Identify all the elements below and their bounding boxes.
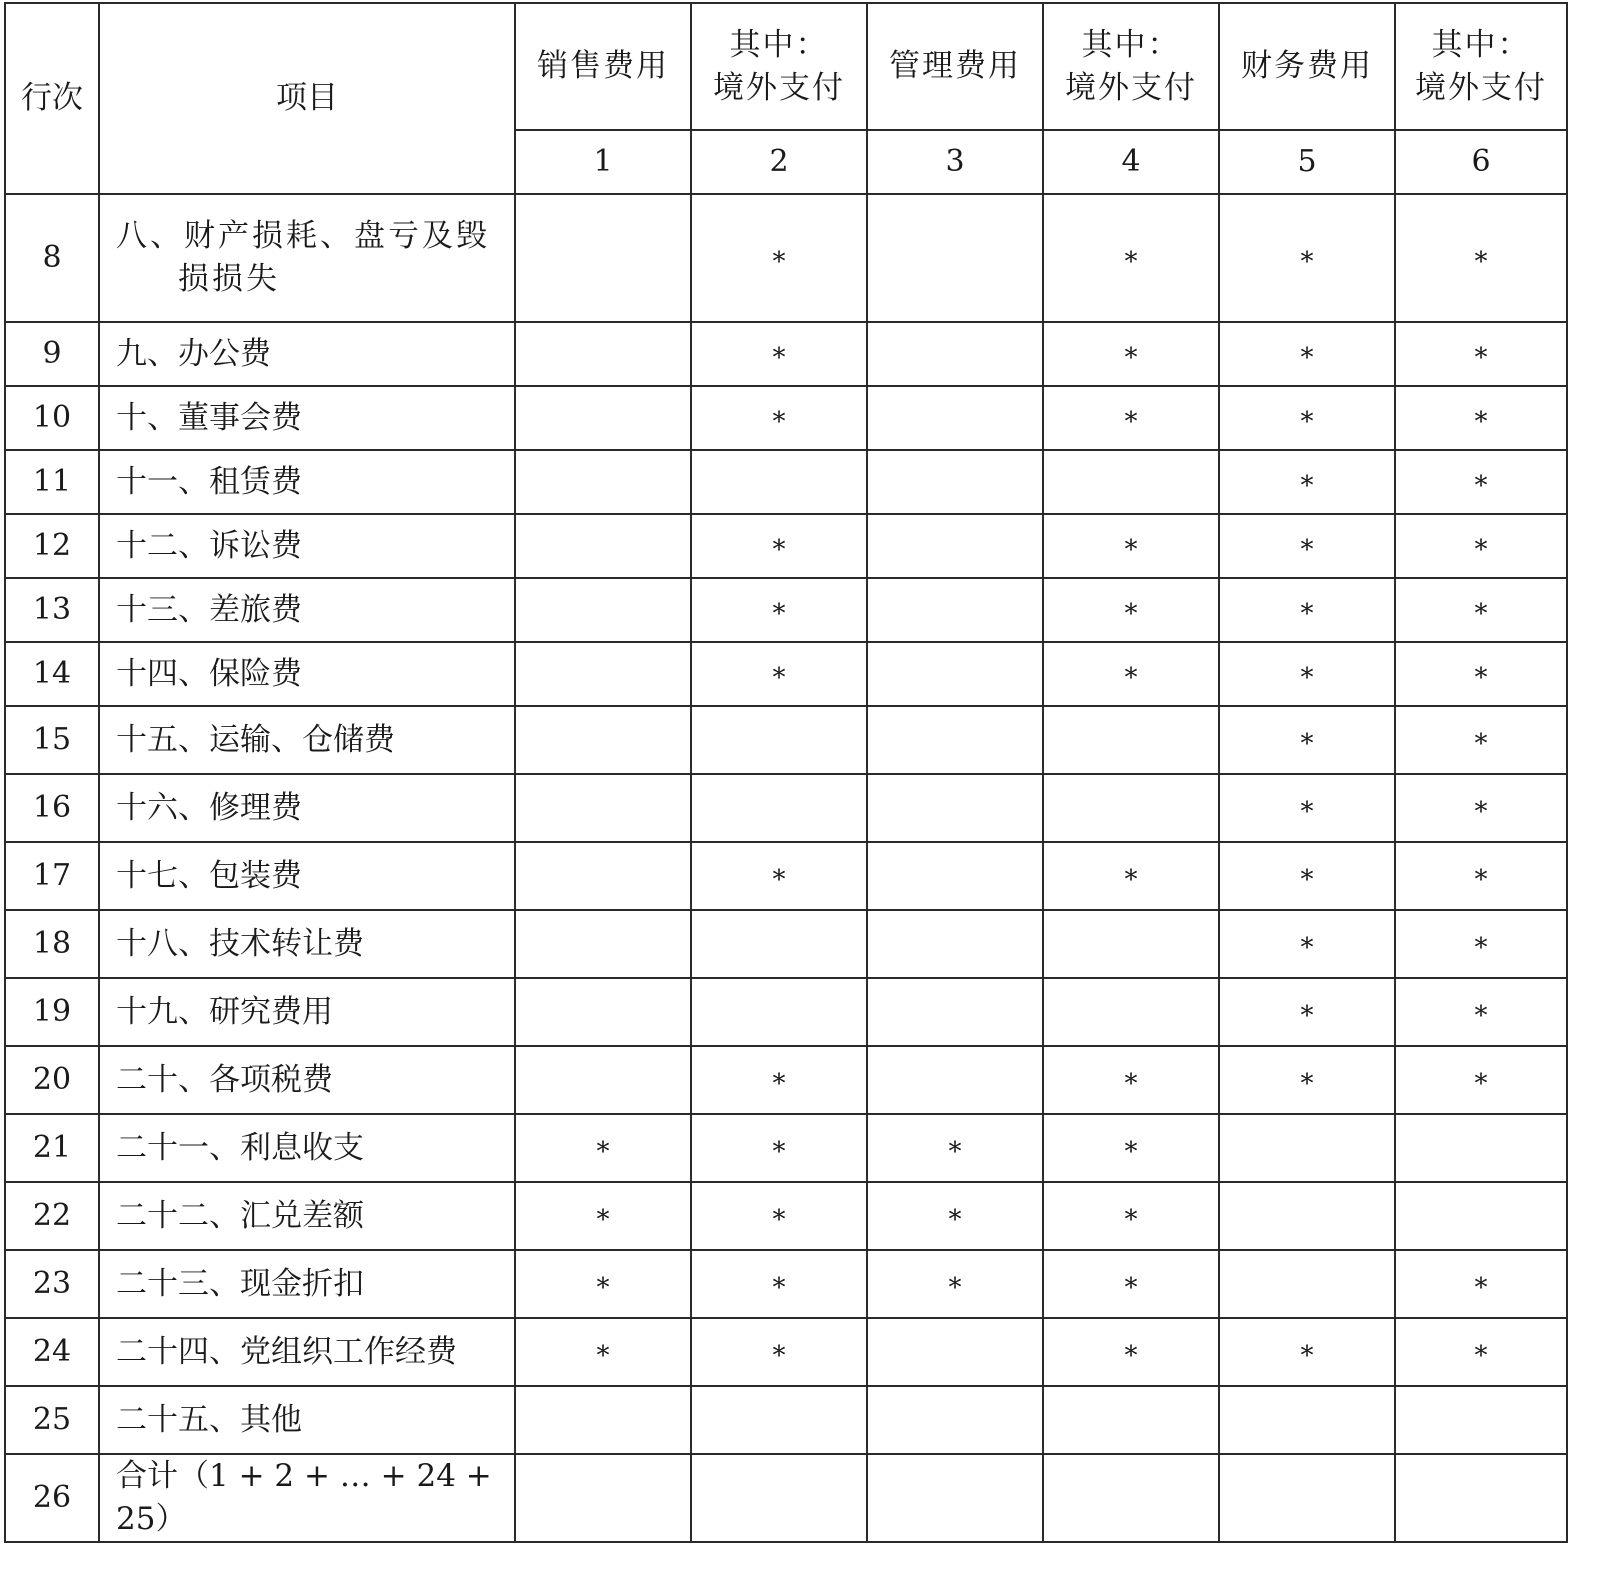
table-body xyxy=(5,3,1567,1542)
row-cell-col-4 xyxy=(1043,578,1219,642)
row-cell-col-6 xyxy=(1395,194,1567,322)
row-item: 十八、技术转让费 xyxy=(99,910,515,978)
table-row xyxy=(5,978,1567,1046)
row-cell-col-5 xyxy=(1219,322,1395,386)
header-col-2-line2: 境外支付 xyxy=(713,69,845,106)
cell-mark: * xyxy=(1300,470,1314,501)
row-item: 二十一、利息收支 xyxy=(99,1114,515,1182)
row-number: 21 xyxy=(5,1114,99,1182)
row-cell-col-3 xyxy=(867,978,1043,1046)
row-cell-col-5 xyxy=(1219,1182,1395,1250)
row-cell-col-6 xyxy=(1395,978,1567,1046)
row-cell-col-2 xyxy=(691,578,867,642)
row-cell-col-3 xyxy=(867,706,1043,774)
row-cell-col-5 xyxy=(1219,194,1395,322)
row-item: 十三、差旅费 xyxy=(99,578,515,642)
row-cell-col-6 xyxy=(1395,1454,1567,1542)
header-col-5 xyxy=(1219,3,1395,130)
table-row xyxy=(5,1250,1567,1318)
row-cell-col-5 xyxy=(1219,1386,1395,1454)
row-cell-col-3 xyxy=(867,1318,1043,1386)
row-cell-col-3 xyxy=(867,1250,1043,1318)
cell-mark: * xyxy=(1300,796,1314,827)
row-number: 23 xyxy=(5,1250,99,1318)
row-number: 22 xyxy=(5,1182,99,1250)
row-cell-col-4 xyxy=(1043,514,1219,578)
row-cell-col-3 xyxy=(867,642,1043,706)
row-cell-col-6 xyxy=(1395,1250,1567,1318)
row-cell-col-2 xyxy=(691,1318,867,1386)
row-cell-col-5 xyxy=(1219,774,1395,842)
cell-mark: * xyxy=(772,662,786,693)
cell-mark: * xyxy=(1300,598,1314,629)
row-cell-col-2 xyxy=(691,842,867,910)
cell-mark: * xyxy=(772,534,786,565)
header-col-6 xyxy=(1395,3,1567,130)
row-item xyxy=(99,194,515,322)
row-cell-col-2 xyxy=(691,774,867,842)
row-cell-col-4 xyxy=(1043,1250,1219,1318)
header-col-3 xyxy=(867,3,1043,130)
row-cell-col-6 xyxy=(1395,322,1567,386)
row-cell-col-2 xyxy=(691,1114,867,1182)
row-cell-col-2 xyxy=(691,910,867,978)
header-row-no xyxy=(5,3,99,194)
cell-mark: * xyxy=(1124,1272,1138,1303)
row-cell-col-5 xyxy=(1219,514,1395,578)
row-cell-col-1 xyxy=(515,514,691,578)
row-cell-col-1 xyxy=(515,774,691,842)
cell-mark: * xyxy=(1124,1204,1138,1235)
row-cell-col-5 xyxy=(1219,578,1395,642)
row-number: 8 xyxy=(5,194,99,322)
row-cell-col-6 xyxy=(1395,1046,1567,1114)
row-cell-col-4 xyxy=(1043,194,1219,322)
row-item: 十、董事会费 xyxy=(99,386,515,450)
row-cell-col-4 xyxy=(1043,642,1219,706)
row-number: 15 xyxy=(5,706,99,774)
table-row xyxy=(5,910,1567,978)
row-cell-col-5 xyxy=(1219,1454,1395,1542)
cell-mark: * xyxy=(1474,1272,1488,1303)
cell-mark: * xyxy=(1300,932,1314,963)
cell-mark: * xyxy=(1124,1340,1138,1371)
header-row-no-label: 行次 xyxy=(21,80,83,117)
row-item: 二十四、党组织工作经费 xyxy=(99,1318,515,1386)
cell-mark: * xyxy=(772,246,786,277)
row-cell-col-6 xyxy=(1395,1182,1567,1250)
row-cell-col-1 xyxy=(515,642,691,706)
row-item: 二十、各项税费 xyxy=(99,1046,515,1114)
row-cell-col-4 xyxy=(1043,450,1219,514)
table-row xyxy=(5,578,1567,642)
row-cell-col-5 xyxy=(1219,1318,1395,1386)
row-cell-col-5 xyxy=(1219,1046,1395,1114)
row-cell-col-4 xyxy=(1043,978,1219,1046)
expense-table xyxy=(4,2,1568,1543)
row-cell-col-3 xyxy=(867,1454,1043,1542)
cell-mark: * xyxy=(1300,534,1314,565)
cell-mark: * xyxy=(1474,1068,1488,1099)
row-item: 二十二、汇兑差额 xyxy=(99,1182,515,1250)
row-cell-col-1 xyxy=(515,910,691,978)
row-item: 十六、修理费 xyxy=(99,774,515,842)
cell-mark: * xyxy=(1124,1136,1138,1167)
cell-mark: * xyxy=(1474,470,1488,501)
row-cell-col-3 xyxy=(867,322,1043,386)
cell-mark: * xyxy=(1474,598,1488,629)
row-number: 24 xyxy=(5,1318,99,1386)
table-row xyxy=(5,194,1567,322)
row-cell-col-6 xyxy=(1395,642,1567,706)
row-cell-col-3 xyxy=(867,194,1043,322)
row-cell-col-1 xyxy=(515,386,691,450)
row-cell-col-5 xyxy=(1219,386,1395,450)
row-cell-col-2 xyxy=(691,1454,867,1542)
row-cell-col-6 xyxy=(1395,910,1567,978)
row-cell-col-6 xyxy=(1395,578,1567,642)
row-cell-col-4 xyxy=(1043,1114,1219,1182)
cell-mark: * xyxy=(1300,1000,1314,1031)
row-cell-col-5 xyxy=(1219,910,1395,978)
header-row xyxy=(5,3,1567,130)
row-cell-col-3 xyxy=(867,1114,1043,1182)
row-cell-col-2 xyxy=(691,514,867,578)
cell-mark: * xyxy=(1124,1068,1138,1099)
row-cell-col-1 xyxy=(515,706,691,774)
column-index-6: 6 xyxy=(1395,130,1567,194)
row-cell-col-4 xyxy=(1043,842,1219,910)
column-index-4: 4 xyxy=(1043,130,1219,194)
row-cell-col-4 xyxy=(1043,774,1219,842)
cell-mark: * xyxy=(1124,246,1138,277)
row-number: 13 xyxy=(5,578,99,642)
row-cell-col-2 xyxy=(691,1250,867,1318)
table-row xyxy=(5,514,1567,578)
row-cell-col-6 xyxy=(1395,842,1567,910)
row-cell-col-3 xyxy=(867,386,1043,450)
column-index-2: 2 xyxy=(691,130,867,194)
cell-mark: * xyxy=(1474,246,1488,277)
row-cell-col-2 xyxy=(691,1386,867,1454)
row-cell-col-6 xyxy=(1395,450,1567,514)
row-item: 二十三、现金折扣 xyxy=(99,1250,515,1318)
header-col-6-line1: 其中： xyxy=(1431,26,1531,63)
cell-mark: * xyxy=(1300,1340,1314,1371)
row-number: 20 xyxy=(5,1046,99,1114)
row-cell-col-6 xyxy=(1395,706,1567,774)
header-col-1 xyxy=(515,3,691,130)
row-number: 18 xyxy=(5,910,99,978)
cell-mark: * xyxy=(772,1068,786,1099)
row-number: 9 xyxy=(5,322,99,386)
cell-mark: * xyxy=(1124,342,1138,373)
row-cell-col-1 xyxy=(515,842,691,910)
row-cell-col-3 xyxy=(867,578,1043,642)
row-cell-col-1 xyxy=(515,450,691,514)
row-item: 十七、包装费 xyxy=(99,842,515,910)
cell-mark: * xyxy=(772,598,786,629)
header-col-4 xyxy=(1043,3,1219,130)
row-item: 十一、租赁费 xyxy=(99,450,515,514)
cell-mark: * xyxy=(772,406,786,437)
row-item: 合计（1 + 2 + … + 24 + 25） xyxy=(99,1454,515,1542)
row-cell-col-4 xyxy=(1043,910,1219,978)
cell-mark: * xyxy=(948,1136,962,1167)
row-item: 十四、保险费 xyxy=(99,642,515,706)
row-cell-col-5 xyxy=(1219,642,1395,706)
row-cell-col-3 xyxy=(867,514,1043,578)
cell-mark: * xyxy=(1300,1068,1314,1099)
cell-mark: * xyxy=(1474,342,1488,373)
row-cell-col-3 xyxy=(867,774,1043,842)
table-row xyxy=(5,1318,1567,1386)
row-cell-col-6 xyxy=(1395,1386,1567,1454)
cell-mark: * xyxy=(1124,598,1138,629)
row-cell-col-1 xyxy=(515,978,691,1046)
cell-mark: * xyxy=(772,864,786,895)
row-cell-col-5 xyxy=(1219,1114,1395,1182)
row-cell-col-2 xyxy=(691,450,867,514)
row-cell-col-5 xyxy=(1219,706,1395,774)
cell-mark: * xyxy=(1474,728,1488,759)
cell-mark: * xyxy=(1474,406,1488,437)
cell-mark: * xyxy=(1300,246,1314,277)
cell-mark: * xyxy=(596,1340,610,1371)
row-cell-col-5 xyxy=(1219,1250,1395,1318)
cell-mark: * xyxy=(1300,728,1314,759)
row-cell-col-3 xyxy=(867,450,1043,514)
header-col-3-line1: 管理费用 xyxy=(889,48,1021,85)
row-cell-col-4 xyxy=(1043,322,1219,386)
header-col-2-line1: 其中： xyxy=(729,26,829,63)
row-cell-col-3 xyxy=(867,1386,1043,1454)
row-cell-col-5 xyxy=(1219,978,1395,1046)
cell-mark: * xyxy=(772,1340,786,1371)
row-cell-col-6 xyxy=(1395,1318,1567,1386)
row-cell-col-4 xyxy=(1043,1182,1219,1250)
row-cell-col-6 xyxy=(1395,386,1567,450)
column-index-3: 3 xyxy=(867,130,1043,194)
cell-mark: * xyxy=(1474,796,1488,827)
row-cell-col-2 xyxy=(691,706,867,774)
cell-mark: * xyxy=(1300,342,1314,373)
cell-mark: * xyxy=(1474,1000,1488,1031)
row-number: 14 xyxy=(5,642,99,706)
header-col-5-line1: 财务费用 xyxy=(1241,48,1373,85)
table-row xyxy=(5,322,1567,386)
row-item: 十九、研究费用 xyxy=(99,978,515,1046)
table-row xyxy=(5,1046,1567,1114)
row-number: 11 xyxy=(5,450,99,514)
header-col-4-line2: 境外支付 xyxy=(1065,69,1197,106)
cell-mark: * xyxy=(948,1272,962,1303)
cell-mark: * xyxy=(1300,406,1314,437)
row-cell-col-1 xyxy=(515,322,691,386)
cell-mark: * xyxy=(1474,534,1488,565)
row-cell-col-3 xyxy=(867,910,1043,978)
header-col-1-line1: 销售费用 xyxy=(537,48,669,85)
cell-mark: * xyxy=(1474,662,1488,693)
cell-mark: * xyxy=(1124,864,1138,895)
row-number: 19 xyxy=(5,978,99,1046)
cell-mark: * xyxy=(1124,534,1138,565)
row-number: 26 xyxy=(5,1454,99,1542)
row-cell-col-2 xyxy=(691,322,867,386)
row-cell-col-4 xyxy=(1043,1454,1219,1542)
header-item xyxy=(99,3,515,194)
row-cell-col-5 xyxy=(1219,450,1395,514)
row-cell-col-1 xyxy=(515,1454,691,1542)
table-row xyxy=(5,1182,1567,1250)
row-cell-col-1 xyxy=(515,1318,691,1386)
row-cell-col-3 xyxy=(867,1182,1043,1250)
cell-mark: * xyxy=(596,1204,610,1235)
cell-mark: * xyxy=(1474,932,1488,963)
row-cell-col-1 xyxy=(515,1386,691,1454)
row-number: 25 xyxy=(5,1386,99,1454)
header-col-4-line1: 其中： xyxy=(1081,26,1181,63)
row-item: 十五、运输、仓储费 xyxy=(99,706,515,774)
table-row xyxy=(5,1386,1567,1454)
table-row xyxy=(5,450,1567,514)
row-item: 二十五、其他 xyxy=(99,1386,515,1454)
row-number: 17 xyxy=(5,842,99,910)
cell-mark: * xyxy=(596,1272,610,1303)
cell-mark: * xyxy=(1124,662,1138,693)
column-index-5: 5 xyxy=(1219,130,1395,194)
row-cell-col-2 xyxy=(691,1182,867,1250)
table-row xyxy=(5,1454,1567,1542)
cell-mark: * xyxy=(596,1136,610,1167)
row-cell-col-1 xyxy=(515,1046,691,1114)
row-cell-col-2 xyxy=(691,1046,867,1114)
row-cell-col-4 xyxy=(1043,386,1219,450)
row-cell-col-1 xyxy=(515,578,691,642)
cell-mark: * xyxy=(772,1136,786,1167)
cell-mark: * xyxy=(772,342,786,373)
row-cell-col-2 xyxy=(691,386,867,450)
row-number: 10 xyxy=(5,386,99,450)
header-col-2 xyxy=(691,3,867,130)
cell-mark: * xyxy=(1300,864,1314,895)
row-cell-col-2 xyxy=(691,642,867,706)
row-cell-col-2 xyxy=(691,978,867,1046)
row-item-text: 八、财产损耗、盘亏及毁损损失 xyxy=(116,218,490,297)
cell-mark: * xyxy=(772,1272,786,1303)
table-row xyxy=(5,842,1567,910)
cell-mark: * xyxy=(1474,1340,1488,1371)
row-cell-col-1 xyxy=(515,1114,691,1182)
table-row xyxy=(5,774,1567,842)
row-cell-col-1 xyxy=(515,194,691,322)
row-cell-col-1 xyxy=(515,1182,691,1250)
row-item: 九、办公费 xyxy=(99,322,515,386)
cell-mark: * xyxy=(1474,864,1488,895)
row-cell-col-4 xyxy=(1043,706,1219,774)
row-cell-col-4 xyxy=(1043,1386,1219,1454)
cell-mark: * xyxy=(1300,662,1314,693)
cell-mark: * xyxy=(1124,406,1138,437)
row-item: 十二、诉讼费 xyxy=(99,514,515,578)
table-row xyxy=(5,642,1567,706)
row-cell-col-6 xyxy=(1395,514,1567,578)
cell-mark: * xyxy=(948,1204,962,1235)
column-index-1: 1 xyxy=(515,130,691,194)
header-item-label: 项目 xyxy=(276,80,338,117)
row-number: 16 xyxy=(5,774,99,842)
row-cell-col-2 xyxy=(691,194,867,322)
row-cell-col-6 xyxy=(1395,774,1567,842)
row-cell-col-3 xyxy=(867,842,1043,910)
table-row xyxy=(5,386,1567,450)
row-cell-col-3 xyxy=(867,1046,1043,1114)
row-cell-col-1 xyxy=(515,1250,691,1318)
table-row xyxy=(5,706,1567,774)
header-col-6-line2: 境外支付 xyxy=(1415,69,1547,106)
cell-mark: * xyxy=(772,1204,786,1235)
table-row xyxy=(5,1114,1567,1182)
row-cell-col-4 xyxy=(1043,1046,1219,1114)
row-cell-col-4 xyxy=(1043,1318,1219,1386)
row-number: 12 xyxy=(5,514,99,578)
row-cell-col-5 xyxy=(1219,842,1395,910)
row-cell-col-6 xyxy=(1395,1114,1567,1182)
